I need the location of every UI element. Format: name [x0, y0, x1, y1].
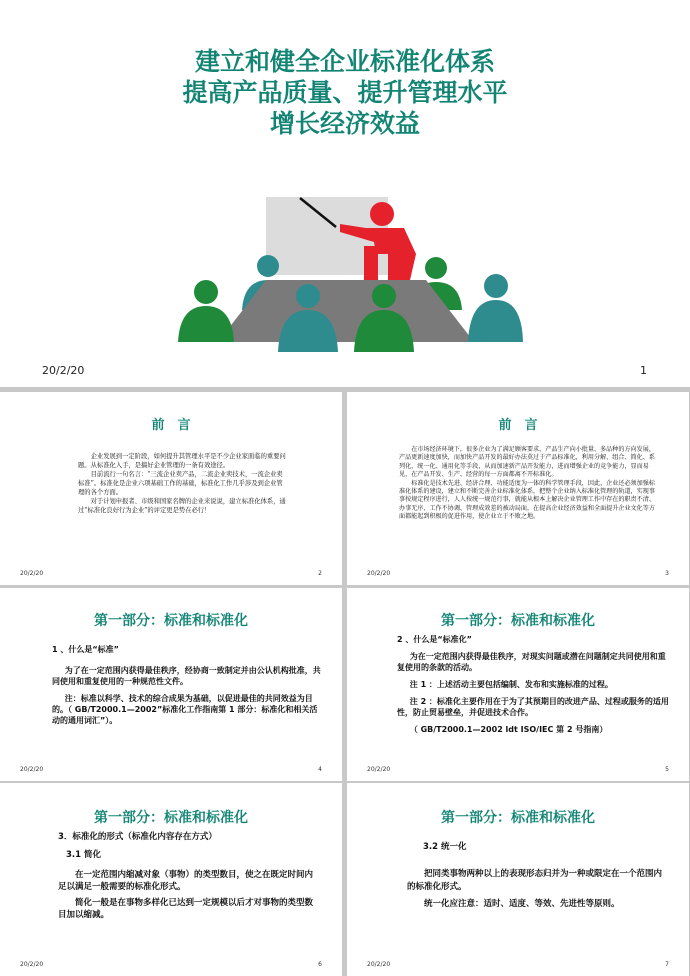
slide-number: 3 [665, 570, 669, 577]
section-heading: 1 、什么是“标准” [52, 645, 119, 654]
slide-title: 前 言 [498, 418, 538, 433]
sub-heading: 3.1 简化 [66, 850, 102, 860]
section-heading: 3．标准化的形式（标准化内容存在方式） [58, 832, 217, 842]
sub-heading: 3.2 统一化 [423, 842, 467, 852]
paragraph: 企业发展到一定阶段，如何提升其管理水平是不少企业家面临的重要问题。从标准化入手，是搞好企业管理的一条有效途径。 [78, 453, 286, 469]
reference: （ GB/T2000.1—2002 ldt ISO/IEC 第 2 号指南） [409, 725, 608, 734]
note: 注：标准以科学、技术的综合成果为基础，以促进最佳的共同效益为目的。（ GB/T2000.1—2002”标准化工作指南第 1 部分：标准化和相关活动的通用词汇”）。 [52, 694, 318, 725]
slide-number: 2 [318, 570, 322, 577]
cover-title-line-2: 提高产品质量、提升管理水平 [182, 78, 508, 107]
slide-body [58, 831, 320, 923]
slide-title: 第一部分：标准和标准化 [441, 613, 595, 629]
paragraph: 为了在一定范围内获得最佳秩序，经协商一致制定并由公认机构批准，共同使用和重复使用的一种规范性文件。 [52, 666, 321, 686]
slide-title: 第一部分：标准和标准化 [441, 810, 595, 826]
cover-title-line-3: 增长经济效益 [269, 109, 420, 138]
paragraph: 简化一般是在事物多样化已达到一定规模以后才对事物的类型数目加以缩减。 [58, 898, 314, 920]
slide-2 [0, 392, 342, 585]
cover-title-line-1: 建立和健全企业标准化体系 [194, 47, 495, 76]
paragraph: 把同类事物两种以上的表现形态归并为一种或限定在一个范围内的标准化形式。 [407, 869, 663, 892]
meeting-illustration [178, 192, 523, 362]
attendee-front-right [468, 274, 523, 342]
slide-3 [347, 392, 689, 585]
paragraph: 在一定范围内缩减对象（事物）的类型数目，使之在既定时间内足以满足一般需要的标准化形式。 [58, 870, 314, 892]
attendee-front-left [178, 280, 234, 342]
paragraph: 目前流行一句名言：“三流企业卖产品，二流企业卖技术，一流企业卖标准”。标准化是企业六项基础工作的基础，标准化工作几乎涉及到企业管理的各个方面。 [78, 471, 283, 496]
slide-5 [347, 588, 689, 781]
slide-4 [0, 588, 342, 781]
slide-6 [0, 783, 342, 976]
paragraph: 对于计划申报者、市级和国家名牌的企业来说说，建立标准化体系，通过“标准化良好行为企业”的评定更是势在必行！ [78, 498, 286, 514]
slide-title: 第一部分：标准和标准化 [94, 810, 248, 826]
slide-number: 6 [318, 961, 322, 968]
slide-body [78, 452, 286, 515]
slide-number: 5 [665, 766, 669, 773]
slide-date: 20/2/20 [20, 570, 44, 577]
note: 注 1 ：上述活动主要包括编制、发布和实施标准的过程。 [409, 680, 613, 689]
cover-slide [0, 0, 690, 387]
slide-date: 20/2/20 [367, 766, 391, 773]
paragraph: 为在一定范围内获得最佳秩序，对现实问题或潜在问题制定共同使用和重复使用的条款的活动。 [397, 652, 666, 672]
cover-title [0, 46, 690, 139]
paragraph: 标准化是技术先进、经济合理、功能适度为一体的科学管理手段，因此，企业还必须加强标准化体系的建设，建立和不断完善企业标准化体系，把整个企业纳入标准化管理的轨道，实现事事按规定程序进行，人人按统一规范行事，就能从根本上解决企业管理工作中存在的职责不清、办事无序、工作不协调、管理成效差的被动局面，在提高企业经济效益和全面提升企业文化等方面都能起到积极的促进作用，使企业立于不败之地。 [399, 479, 655, 521]
slide-date: 20/2/20 [367, 961, 391, 968]
slide-body [52, 644, 322, 728]
paragraph: 统一化应注意：适时、适度、等效、先进性等原则。 [424, 899, 620, 909]
slide-7 [347, 783, 689, 976]
slide-number: 1 [640, 364, 647, 377]
slide-date: 20/2/20 [42, 364, 85, 377]
slide-title: 第一部分：标准和标准化 [94, 613, 248, 629]
slide-number: 7 [665, 961, 669, 968]
slide-date: 20/2/20 [20, 766, 44, 773]
note: 注 2 ：标准化主要作用在于为了其预期目的改进产品、过程或服务的适用性，防止贸易壁垒，并促进技术合作。 [397, 697, 669, 717]
slide-body [397, 634, 669, 737]
section-heading: 2 、什么是“标准化” [397, 635, 472, 644]
slide-date: 20/2/20 [367, 570, 391, 577]
slide-body [407, 841, 667, 913]
slide-title: 前 言 [151, 418, 191, 433]
paragraph: 在市场经济环境下，很多企业为了满足顾客要求，产品生产向小批量、多品种的方向发展，产品更新速度加快，而加快产品开发的最好办法莫过于产品标准化，利用分解、组合、简化、系列化、统一化、通用化等手段，从而加速新产品开发能力，进而增强企业的竞争能力，显而易见，在产品开发、生产、经营的每一方面都离不开标准化。 [399, 446, 655, 479]
slide-date: 20/2/20 [20, 961, 44, 968]
slide-number: 4 [318, 766, 322, 773]
slide-body [399, 446, 659, 522]
